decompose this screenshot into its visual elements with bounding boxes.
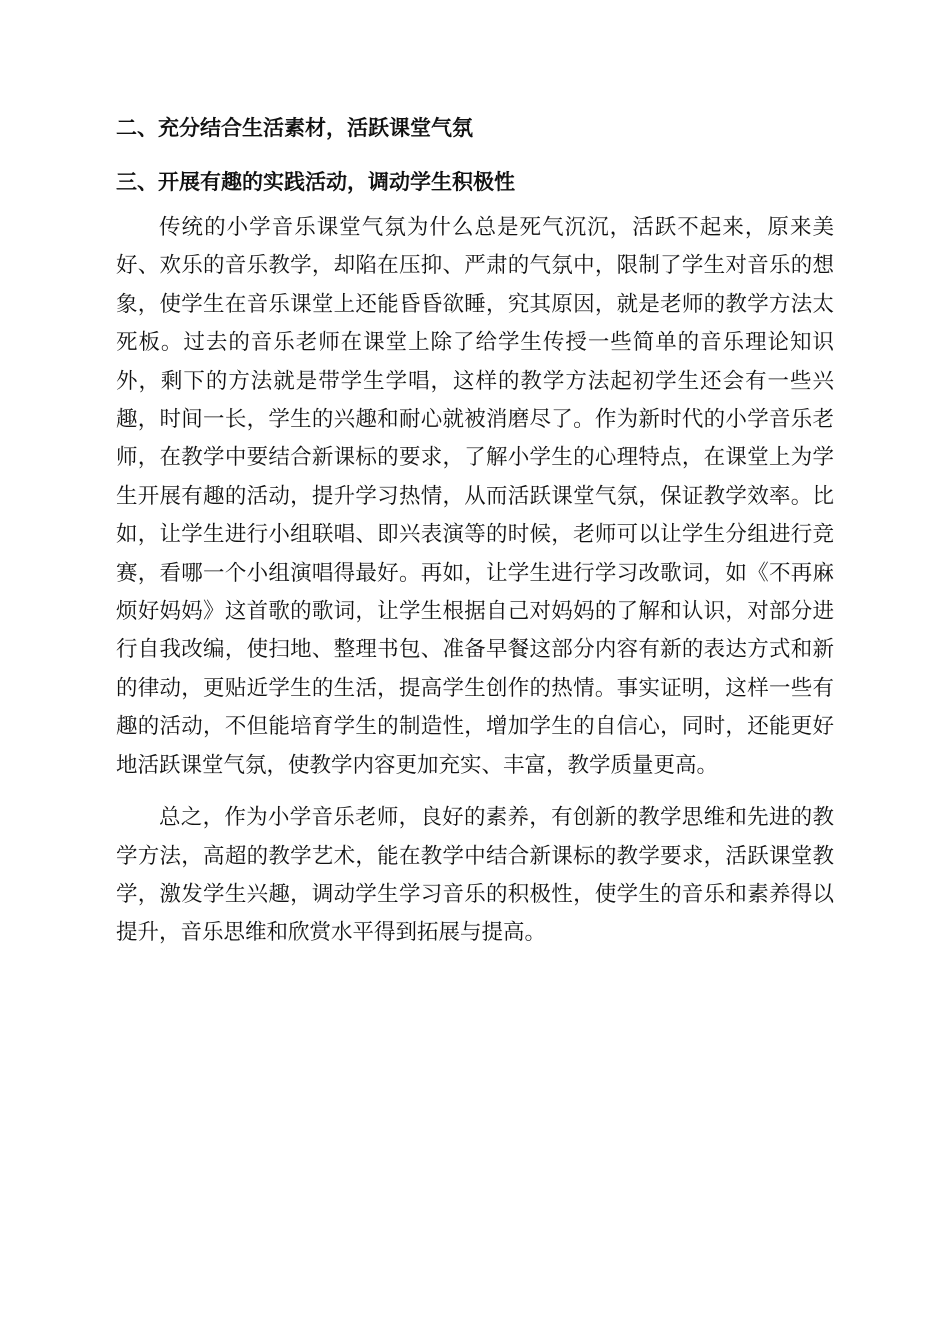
document-body (116, 113, 834, 953)
section-heading-2: 二、充分结合生活素材，活跃课堂气氛 (116, 116, 473, 140)
body-paragraph-2: 总之，作为小学音乐老师，良好的素养，有创新的教学思维和先进的教学方法，高超的教学艺术，能在教学中结合新课标的教学要求，活跃课堂教学，激发学生兴趣，调动学生学习音乐的积极性，使学生的音乐和素养得以提升，音乐思维和欣赏水平得到拓展与提高。 (116, 805, 834, 946)
section-heading-3: 三、开展有趣的实践活动，调动学生积极性 (116, 170, 515, 194)
body-paragraph-1: 传统的小学音乐课堂气氛为什么总是死气沉沉，活跃不起来，原来美好、欢乐的音乐教学，却陷在压抑、严肃的气氛中，限制了学生对音乐的想象，使学生在音乐课堂上还能昏昏欲睡，究其原因，就是老师的教学方法太死板。过去的音乐老师在课堂上除了给学生传授一些简单的音乐理论知识外，剩下的方法就是带学生学唱，这样的教学方法起初学生还会有一些兴趣，时间一长，学生的兴趣和耐心就被消磨尽了。作为新时代的小学音乐老师，在教学中要结合新课标的要求，了解小学生的心理特点，在课堂上为学生开展有趣的活动，提升学习热情，从而活跃课堂气氛，保证教学效率。比如，让学生进行小组联唱、即兴表演等的时候，老师可以让学生分组进行竞赛，看哪一个小组演唱得最好。再如，让学生进行学习改歌词，如《不再麻烦好妈妈》这首歌的歌词，让学生根据自己对妈妈的了解和认识，对部分进行自我改编，使扫地、整理书包、准备早餐这部分内容有新的表达方式和新的律动，更贴近学生的生活，提高学生创作的热情。事实证明，这样一些有趣的活动，不但能培育学生的制造性，增加学生的自信心，同时，还能更好地活跃课堂气氛，使教学内容更加充实、丰富，教学质量更高。 (116, 215, 834, 778)
